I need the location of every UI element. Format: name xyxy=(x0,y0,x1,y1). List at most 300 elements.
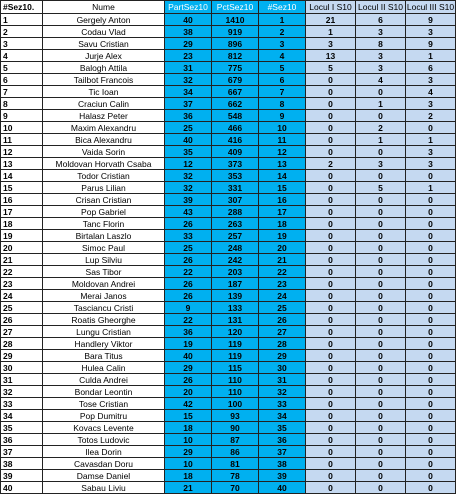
name-cell[interactable]: Handlery Viktor xyxy=(43,338,165,350)
third-place-cell[interactable]: 0 xyxy=(406,170,456,182)
second-place-cell[interactable]: 8 xyxy=(356,38,406,50)
first-place-cell[interactable]: 0 xyxy=(306,482,356,494)
rank-cell[interactable]: 8 xyxy=(1,98,43,110)
part-cell[interactable]: 42 xyxy=(165,398,212,410)
name-cell[interactable]: Moldovan Andrei xyxy=(43,278,165,290)
pct-cell[interactable]: 139 xyxy=(212,290,259,302)
first-place-cell[interactable]: 0 xyxy=(306,86,356,98)
part-cell[interactable]: 38 xyxy=(165,26,212,38)
first-place-cell[interactable]: 0 xyxy=(306,302,356,314)
first-place-cell[interactable]: 0 xyxy=(306,386,356,398)
third-place-cell[interactable]: 0 xyxy=(406,122,456,134)
num-cell[interactable]: 24 xyxy=(259,290,306,302)
first-place-cell[interactable]: 0 xyxy=(306,458,356,470)
rank-cell[interactable]: 12 xyxy=(1,146,43,158)
rank-cell[interactable]: 26 xyxy=(1,314,43,326)
second-place-cell[interactable]: 0 xyxy=(356,434,406,446)
rank-cell[interactable]: 22 xyxy=(1,266,43,278)
name-cell[interactable]: Todor Cristian xyxy=(43,170,165,182)
pct-cell[interactable]: 667 xyxy=(212,86,259,98)
pct-cell[interactable]: 416 xyxy=(212,134,259,146)
second-place-cell[interactable]: 0 xyxy=(356,446,406,458)
name-cell[interactable]: Totos Ludovic xyxy=(43,434,165,446)
rank-cell[interactable]: 28 xyxy=(1,338,43,350)
part-cell[interactable]: 12 xyxy=(165,158,212,170)
pct-cell[interactable]: 257 xyxy=(212,230,259,242)
num-cell[interactable]: 13 xyxy=(259,158,306,170)
second-place-cell[interactable]: 0 xyxy=(356,398,406,410)
pct-cell[interactable]: 812 xyxy=(212,50,259,62)
part-cell[interactable]: 21 xyxy=(165,482,212,494)
pct-cell[interactable]: 373 xyxy=(212,158,259,170)
num-cell[interactable]: 33 xyxy=(259,398,306,410)
pct-cell[interactable]: 548 xyxy=(212,110,259,122)
part-cell[interactable]: 26 xyxy=(165,278,212,290)
pct-cell[interactable]: 86 xyxy=(212,446,259,458)
rank-cell[interactable]: 40 xyxy=(1,482,43,494)
third-place-cell[interactable]: 0 xyxy=(406,218,456,230)
name-cell[interactable]: Pop Dumitru xyxy=(43,410,165,422)
second-place-cell[interactable]: 0 xyxy=(356,86,406,98)
part-cell[interactable]: 36 xyxy=(165,326,212,338)
part-cell[interactable]: 26 xyxy=(165,374,212,386)
third-place-cell[interactable]: 9 xyxy=(406,14,456,26)
third-place-cell[interactable]: 0 xyxy=(406,434,456,446)
third-place-cell[interactable]: 6 xyxy=(406,62,456,74)
rank-cell[interactable]: 35 xyxy=(1,422,43,434)
name-cell[interactable]: Bondar Leontin xyxy=(43,386,165,398)
first-place-cell[interactable]: 0 xyxy=(306,110,356,122)
pct-cell[interactable]: 93 xyxy=(212,410,259,422)
name-cell[interactable]: Tic Ioan xyxy=(43,86,165,98)
part-cell[interactable]: 32 xyxy=(165,182,212,194)
pct-cell[interactable]: 100 xyxy=(212,398,259,410)
num-cell[interactable]: 20 xyxy=(259,242,306,254)
header-part[interactable]: PartSez10 xyxy=(165,1,212,14)
second-place-cell[interactable]: 0 xyxy=(356,266,406,278)
part-cell[interactable]: 15 xyxy=(165,410,212,422)
header-rank[interactable]: #Sez10. xyxy=(1,1,43,14)
second-place-cell[interactable]: 0 xyxy=(356,170,406,182)
third-place-cell[interactable]: 0 xyxy=(406,362,456,374)
part-cell[interactable]: 20 xyxy=(165,386,212,398)
part-cell[interactable]: 31 xyxy=(165,62,212,74)
part-cell[interactable]: 33 xyxy=(165,230,212,242)
num-cell[interactable]: 7 xyxy=(259,86,306,98)
rank-cell[interactable]: 7 xyxy=(1,86,43,98)
rank-cell[interactable]: 25 xyxy=(1,302,43,314)
name-cell[interactable]: Craciun Calin xyxy=(43,98,165,110)
name-cell[interactable]: Parus Lilian xyxy=(43,182,165,194)
rank-cell[interactable]: 5 xyxy=(1,62,43,74)
name-cell[interactable]: Kovacs Levente xyxy=(43,422,165,434)
name-cell[interactable]: Pop Gabriel xyxy=(43,206,165,218)
name-cell[interactable]: Ilea Dorin xyxy=(43,446,165,458)
first-place-cell[interactable]: 0 xyxy=(306,242,356,254)
third-place-cell[interactable]: 0 xyxy=(406,242,456,254)
first-place-cell[interactable]: 0 xyxy=(306,74,356,86)
first-place-cell[interactable]: 0 xyxy=(306,218,356,230)
part-cell[interactable]: 9 xyxy=(165,302,212,314)
second-place-cell[interactable]: 0 xyxy=(356,110,406,122)
part-cell[interactable]: 18 xyxy=(165,470,212,482)
name-cell[interactable]: Bica Alexandru xyxy=(43,134,165,146)
num-cell[interactable]: 8 xyxy=(259,98,306,110)
header-pct[interactable]: PctSez10 xyxy=(212,1,259,14)
third-place-cell[interactable]: 0 xyxy=(406,266,456,278)
rank-cell[interactable]: 16 xyxy=(1,194,43,206)
pct-cell[interactable]: 90 xyxy=(212,422,259,434)
part-cell[interactable]: 35 xyxy=(165,146,212,158)
rank-cell[interactable]: 23 xyxy=(1,278,43,290)
third-place-cell[interactable]: 0 xyxy=(406,422,456,434)
third-place-cell[interactable]: 0 xyxy=(406,230,456,242)
pct-cell[interactable]: 242 xyxy=(212,254,259,266)
third-place-cell[interactable]: 0 xyxy=(406,470,456,482)
pct-cell[interactable]: 353 xyxy=(212,170,259,182)
num-cell[interactable]: 18 xyxy=(259,218,306,230)
second-place-cell[interactable]: 0 xyxy=(356,230,406,242)
num-cell[interactable]: 19 xyxy=(259,230,306,242)
third-place-cell[interactable]: 0 xyxy=(406,338,456,350)
name-cell[interactable]: Halasz Peter xyxy=(43,110,165,122)
first-place-cell[interactable]: 0 xyxy=(306,278,356,290)
second-place-cell[interactable]: 5 xyxy=(356,182,406,194)
second-place-cell[interactable]: 0 xyxy=(356,338,406,350)
third-place-cell[interactable]: 0 xyxy=(406,314,456,326)
third-place-cell[interactable]: 0 xyxy=(406,458,456,470)
part-cell[interactable]: 36 xyxy=(165,110,212,122)
part-cell[interactable]: 43 xyxy=(165,206,212,218)
name-cell[interactable]: Crisan Cristian xyxy=(43,194,165,206)
first-place-cell[interactable]: 0 xyxy=(306,398,356,410)
num-cell[interactable]: 31 xyxy=(259,374,306,386)
header-third-place[interactable]: Locul III S10 xyxy=(406,2,455,12)
num-cell[interactable]: 15 xyxy=(259,182,306,194)
first-place-cell[interactable]: 1 xyxy=(306,26,356,38)
second-place-cell[interactable]: 0 xyxy=(356,302,406,314)
num-cell[interactable]: 26 xyxy=(259,314,306,326)
second-place-cell[interactable]: 3 xyxy=(356,26,406,38)
part-cell[interactable]: 26 xyxy=(165,290,212,302)
second-place-cell[interactable]: 0 xyxy=(356,422,406,434)
rank-cell[interactable]: 32 xyxy=(1,386,43,398)
rank-cell[interactable]: 27 xyxy=(1,326,43,338)
pct-cell[interactable]: 203 xyxy=(212,266,259,278)
first-place-cell[interactable]: 0 xyxy=(306,410,356,422)
pct-cell[interactable]: 409 xyxy=(212,146,259,158)
pct-cell[interactable]: 131 xyxy=(212,314,259,326)
rank-cell[interactable]: 15 xyxy=(1,182,43,194)
pct-cell[interactable]: 119 xyxy=(212,338,259,350)
first-place-cell[interactable]: 0 xyxy=(306,326,356,338)
rank-cell[interactable]: 10 xyxy=(1,122,43,134)
first-place-cell[interactable]: 0 xyxy=(306,230,356,242)
pct-cell[interactable]: 466 xyxy=(212,122,259,134)
part-cell[interactable]: 19 xyxy=(165,338,212,350)
part-cell[interactable]: 22 xyxy=(165,266,212,278)
third-place-cell[interactable]: 1 xyxy=(406,182,456,194)
first-place-cell[interactable]: 0 xyxy=(306,98,356,110)
num-cell[interactable]: 28 xyxy=(259,338,306,350)
second-place-cell[interactable]: 0 xyxy=(356,314,406,326)
name-cell[interactable]: Savu Cristian xyxy=(43,38,165,50)
part-cell[interactable]: 26 xyxy=(165,254,212,266)
rank-cell[interactable]: 36 xyxy=(1,434,43,446)
pct-cell[interactable]: 70 xyxy=(212,482,259,494)
num-cell[interactable]: 14 xyxy=(259,170,306,182)
part-cell[interactable]: 25 xyxy=(165,242,212,254)
part-cell[interactable]: 34 xyxy=(165,86,212,98)
second-place-cell[interactable]: 0 xyxy=(356,374,406,386)
third-place-cell[interactable]: 0 xyxy=(406,374,456,386)
part-cell[interactable]: 25 xyxy=(165,122,212,134)
third-place-cell[interactable]: 0 xyxy=(406,446,456,458)
first-place-cell[interactable]: 0 xyxy=(306,314,356,326)
second-place-cell[interactable]: 3 xyxy=(356,50,406,62)
pct-cell[interactable]: 187 xyxy=(212,278,259,290)
pct-cell[interactable]: 288 xyxy=(212,206,259,218)
rank-cell[interactable]: 24 xyxy=(1,290,43,302)
rank-cell[interactable]: 18 xyxy=(1,218,43,230)
pct-cell[interactable]: 263 xyxy=(212,218,259,230)
rank-cell[interactable]: 34 xyxy=(1,410,43,422)
name-cell[interactable]: Vaida Sorin xyxy=(43,146,165,158)
rank-cell[interactable]: 39 xyxy=(1,470,43,482)
rank-cell[interactable]: 33 xyxy=(1,398,43,410)
second-place-cell[interactable]: 0 xyxy=(356,218,406,230)
pct-cell[interactable]: 133 xyxy=(212,302,259,314)
num-cell[interactable]: 30 xyxy=(259,362,306,374)
third-place-cell[interactable]: 3 xyxy=(406,26,456,38)
third-place-cell[interactable]: 2 xyxy=(406,110,456,122)
third-place-cell[interactable]: 0 xyxy=(406,398,456,410)
first-place-cell[interactable]: 0 xyxy=(306,422,356,434)
third-place-cell[interactable]: 3 xyxy=(406,74,456,86)
rank-cell[interactable]: 13 xyxy=(1,158,43,170)
name-cell[interactable]: Moldovan Horvath Csaba xyxy=(43,158,165,170)
third-place-cell[interactable]: 0 xyxy=(406,206,456,218)
num-cell[interactable]: 39 xyxy=(259,470,306,482)
part-cell[interactable]: 39 xyxy=(165,194,212,206)
name-cell[interactable]: Merai Janos xyxy=(43,290,165,302)
part-cell[interactable]: 22 xyxy=(165,314,212,326)
first-place-cell[interactable]: 0 xyxy=(306,290,356,302)
rank-cell[interactable]: 17 xyxy=(1,206,43,218)
name-cell[interactable]: Damse Daniel xyxy=(43,470,165,482)
name-cell[interactable]: Sas Tibor xyxy=(43,266,165,278)
third-place-cell[interactable]: 0 xyxy=(406,386,456,398)
header-second-place[interactable]: Locul II S10 xyxy=(356,1,406,14)
part-cell[interactable]: 40 xyxy=(165,350,212,362)
first-place-cell[interactable]: 3 xyxy=(306,38,356,50)
pct-cell[interactable]: 1410 xyxy=(212,14,259,26)
name-cell[interactable]: Birtalan Laszlo xyxy=(43,230,165,242)
pct-cell[interactable]: 919 xyxy=(212,26,259,38)
third-place-cell[interactable]: 0 xyxy=(406,350,456,362)
second-place-cell[interactable]: 3 xyxy=(356,158,406,170)
rank-cell[interactable]: 30 xyxy=(1,362,43,374)
pct-cell[interactable]: 896 xyxy=(212,38,259,50)
third-place-cell[interactable]: 0 xyxy=(406,482,456,494)
name-cell[interactable]: Cavasdan Doru xyxy=(43,458,165,470)
num-cell[interactable]: 40 xyxy=(259,482,306,494)
pct-cell[interactable]: 119 xyxy=(212,350,259,362)
num-cell[interactable]: 1 xyxy=(259,14,306,26)
second-place-cell[interactable]: 0 xyxy=(356,254,406,266)
second-place-cell[interactable]: 2 xyxy=(356,122,406,134)
second-place-cell[interactable]: 0 xyxy=(356,242,406,254)
num-cell[interactable]: 9 xyxy=(259,110,306,122)
part-cell[interactable]: 18 xyxy=(165,422,212,434)
pct-cell[interactable]: 81 xyxy=(212,458,259,470)
num-cell[interactable]: 37 xyxy=(259,446,306,458)
first-place-cell[interactable]: 0 xyxy=(306,446,356,458)
rank-cell[interactable]: 38 xyxy=(1,458,43,470)
name-cell[interactable]: Lungu Cristian xyxy=(43,326,165,338)
num-cell[interactable]: 25 xyxy=(259,302,306,314)
third-place-cell[interactable]: 0 xyxy=(406,278,456,290)
name-cell[interactable]: Maxim Alexandru xyxy=(43,122,165,134)
first-place-cell[interactable]: 0 xyxy=(306,182,356,194)
pct-cell[interactable]: 115 xyxy=(212,362,259,374)
rank-cell[interactable]: 21 xyxy=(1,254,43,266)
name-cell[interactable]: Roatis Gheorghe xyxy=(43,314,165,326)
header-name[interactable]: Nume xyxy=(43,1,165,14)
rank-cell[interactable]: 20 xyxy=(1,242,43,254)
first-place-cell[interactable]: 5 xyxy=(306,62,356,74)
name-cell[interactable]: Hulea Calin xyxy=(43,362,165,374)
second-place-cell[interactable]: 0 xyxy=(356,146,406,158)
third-place-cell[interactable]: 3 xyxy=(406,158,456,170)
first-place-cell[interactable]: 0 xyxy=(306,338,356,350)
num-cell[interactable]: 34 xyxy=(259,410,306,422)
name-cell[interactable]: Culda Andrei xyxy=(43,374,165,386)
pct-cell[interactable]: 307 xyxy=(212,194,259,206)
first-place-cell[interactable]: 0 xyxy=(306,266,356,278)
num-cell[interactable]: 3 xyxy=(259,38,306,50)
third-place-cell[interactable]: 4 xyxy=(406,86,456,98)
part-cell[interactable]: 32 xyxy=(165,74,212,86)
part-cell[interactable]: 37 xyxy=(165,98,212,110)
first-place-cell[interactable]: 0 xyxy=(306,362,356,374)
third-place-cell[interactable]: 0 xyxy=(406,302,456,314)
pct-cell[interactable]: 110 xyxy=(212,386,259,398)
first-place-cell[interactable]: 13 xyxy=(306,50,356,62)
third-place-cell[interactable]: 9 xyxy=(406,38,456,50)
part-cell[interactable]: 40 xyxy=(165,134,212,146)
name-cell[interactable]: Tailbot Francois xyxy=(43,74,165,86)
second-place-cell[interactable]: 0 xyxy=(356,278,406,290)
part-cell[interactable]: 32 xyxy=(165,170,212,182)
part-cell[interactable]: 23 xyxy=(165,50,212,62)
second-place-cell[interactable]: 3 xyxy=(356,62,406,74)
name-cell[interactable]: Simoc Paul xyxy=(43,242,165,254)
name-cell[interactable]: Tose Cristian xyxy=(43,398,165,410)
num-cell[interactable]: 23 xyxy=(259,278,306,290)
second-place-cell[interactable]: 4 xyxy=(356,74,406,86)
part-cell[interactable]: 29 xyxy=(165,38,212,50)
num-cell[interactable]: 2 xyxy=(259,26,306,38)
name-cell[interactable]: Balogh Attila xyxy=(43,62,165,74)
rank-cell[interactable]: 3 xyxy=(1,38,43,50)
part-cell[interactable]: 10 xyxy=(165,434,212,446)
pct-cell[interactable]: 775 xyxy=(212,62,259,74)
rank-cell[interactable]: 37 xyxy=(1,446,43,458)
num-cell[interactable]: 11 xyxy=(259,134,306,146)
pct-cell[interactable]: 331 xyxy=(212,182,259,194)
first-place-cell[interactable]: 0 xyxy=(306,350,356,362)
num-cell[interactable]: 32 xyxy=(259,386,306,398)
first-place-cell[interactable]: 0 xyxy=(306,194,356,206)
third-place-cell[interactable]: 0 xyxy=(406,410,456,422)
pct-cell[interactable]: 110 xyxy=(212,374,259,386)
third-place-cell[interactable]: 0 xyxy=(406,194,456,206)
pct-cell[interactable]: 248 xyxy=(212,242,259,254)
second-place-cell[interactable]: 0 xyxy=(356,206,406,218)
pct-cell[interactable]: 87 xyxy=(212,434,259,446)
rank-cell[interactable]: 31 xyxy=(1,374,43,386)
rank-cell[interactable]: 14 xyxy=(1,170,43,182)
num-cell[interactable]: 29 xyxy=(259,350,306,362)
rank-cell[interactable]: 11 xyxy=(1,134,43,146)
num-cell[interactable]: 35 xyxy=(259,422,306,434)
num-cell[interactable]: 22 xyxy=(259,266,306,278)
second-place-cell[interactable]: 0 xyxy=(356,350,406,362)
second-place-cell[interactable]: 0 xyxy=(356,410,406,422)
third-place-cell[interactable]: 0 xyxy=(406,254,456,266)
third-place-cell[interactable]: 3 xyxy=(406,98,456,110)
second-place-cell[interactable]: 1 xyxy=(356,134,406,146)
name-cell[interactable]: Lup Silviu xyxy=(43,254,165,266)
pct-cell[interactable]: 679 xyxy=(212,74,259,86)
num-cell[interactable]: 16 xyxy=(259,194,306,206)
second-place-cell[interactable]: 0 xyxy=(356,326,406,338)
first-place-cell[interactable]: 0 xyxy=(306,146,356,158)
rank-cell[interactable]: 19 xyxy=(1,230,43,242)
name-cell[interactable]: Codau Vlad xyxy=(43,26,165,38)
part-cell[interactable]: 26 xyxy=(165,218,212,230)
num-cell[interactable]: 21 xyxy=(259,254,306,266)
first-place-cell[interactable]: 0 xyxy=(306,374,356,386)
pct-cell[interactable]: 120 xyxy=(212,326,259,338)
header-num[interactable]: #Sez10 xyxy=(259,1,306,14)
first-place-cell[interactable]: 21 xyxy=(306,14,356,26)
first-place-cell[interactable]: 0 xyxy=(306,254,356,266)
pct-cell[interactable]: 78 xyxy=(212,470,259,482)
num-cell[interactable]: 12 xyxy=(259,146,306,158)
third-place-cell[interactable]: 1 xyxy=(406,50,456,62)
first-place-cell[interactable]: 0 xyxy=(306,170,356,182)
third-place-cell[interactable]: 3 xyxy=(406,146,456,158)
name-cell[interactable]: Bara Titus xyxy=(43,350,165,362)
rank-cell[interactable]: 29 xyxy=(1,350,43,362)
num-cell[interactable]: 17 xyxy=(259,206,306,218)
first-place-cell[interactable]: 0 xyxy=(306,206,356,218)
first-place-cell[interactable]: 2 xyxy=(306,158,356,170)
name-cell[interactable]: Sabau Liviu xyxy=(43,482,165,494)
second-place-cell[interactable]: 6 xyxy=(356,14,406,26)
num-cell[interactable]: 36 xyxy=(259,434,306,446)
first-place-cell[interactable]: 0 xyxy=(306,470,356,482)
name-cell[interactable]: Gergely Anton xyxy=(43,14,165,26)
rank-cell[interactable]: 2 xyxy=(1,26,43,38)
second-place-cell[interactable]: 0 xyxy=(356,362,406,374)
pct-cell[interactable]: 662 xyxy=(212,98,259,110)
second-place-cell[interactable]: 0 xyxy=(356,470,406,482)
num-cell[interactable]: 5 xyxy=(259,62,306,74)
name-cell[interactable]: Tanc Florin xyxy=(43,218,165,230)
